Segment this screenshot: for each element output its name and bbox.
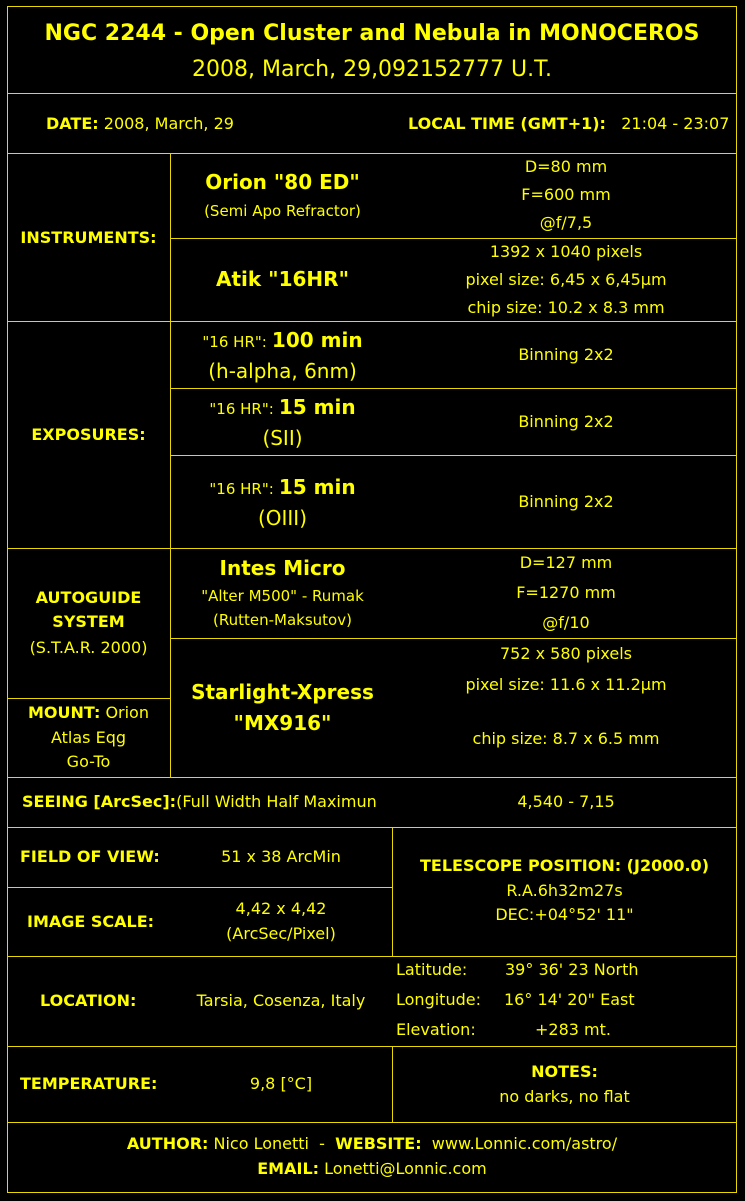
exposure-duration: 15 min [278, 475, 356, 499]
seeing-label: SEEING [ArcSec]: [22, 792, 177, 811]
guide-scope-type: (Rutten-Maksutov) [213, 611, 352, 629]
local-time-value: 21:04 - 23:07 [621, 114, 730, 133]
latitude-label: Latitude: [396, 960, 468, 979]
seeing-value: 4,540 - 7,15 [517, 792, 615, 811]
fov-label: FIELD OF VIEW: [20, 847, 160, 866]
footer-author-line: AUTHOR: Nico Lonetti - WEBSITE: www.Lonnic.com/astro/ [126, 1134, 618, 1153]
telescope-spec: D=80 mm [524, 157, 608, 176]
elevation-label: Elevation: [396, 1020, 476, 1039]
divider [170, 238, 737, 239]
guide-camera-spec: 752 x 580 pixels [499, 644, 632, 663]
elevation-value: +283 mt. [535, 1020, 611, 1039]
guide-scope-spec: @f/10 [542, 613, 590, 632]
divider [7, 1046, 737, 1047]
mount-row [7, 703, 170, 722]
autoguide-label: AUTOGUIDE [35, 588, 142, 607]
divider [7, 777, 737, 778]
exposure-item [170, 328, 395, 352]
guide-scope-spec: F=1270 mm [516, 583, 616, 602]
instruments-label: INSTRUMENTS: [20, 228, 157, 247]
guide-camera-spec: chip size: 8.7 x 6.5 mm [472, 729, 660, 748]
author-label: AUTHOR: [126, 1134, 209, 1153]
website-link[interactable]: www.Lonnic.com/astro/ [431, 1134, 618, 1153]
telescope-position-dec: DEC:+04°52' 11" [495, 905, 634, 924]
mount-value: Orion [105, 703, 149, 722]
image-scale-value: (ArcSec/Pixel) [226, 924, 336, 943]
notes-value: no darks, no flat [499, 1087, 630, 1106]
exposures-label: EXPOSURES: [31, 425, 146, 444]
footer-email-line [7, 1159, 737, 1178]
divider [7, 321, 737, 322]
exposure-filter: (SII) [262, 426, 303, 450]
telescope-spec: F=600 mm [521, 185, 611, 204]
guide-scope-model: "Alter M500" - Rumak [201, 587, 364, 605]
local-time-label: LOCAL TIME (GMT+1): [408, 114, 606, 133]
camera-name: Atik "16HR" [216, 267, 349, 291]
exposure-binning: Binning 2x2 [518, 345, 614, 364]
date-row [46, 114, 234, 133]
mount-value: Atlas Eqg [50, 728, 127, 747]
autoguide-label: SYSTEM [52, 612, 125, 631]
guide-scope-name: Intes Micro [219, 556, 346, 580]
exposure-binning: Binning 2x2 [518, 412, 614, 431]
exposure-camera: "16 HR": [202, 333, 267, 351]
exposure-filter: (OIII) [257, 506, 308, 530]
location-label: LOCATION: [40, 991, 137, 1010]
image-scale-label: IMAGE SCALE: [27, 912, 155, 931]
divider [7, 548, 737, 549]
guide-camera-name: Starlight-Xpress [191, 680, 374, 704]
website-label: WEBSITE: [335, 1134, 422, 1153]
fov-value: 51 x 38 ArcMin [221, 847, 341, 866]
divider [170, 455, 737, 456]
seeing-description: (Full Width Half Maximun [176, 792, 377, 811]
divider [7, 887, 392, 888]
email-label: EMAIL: [257, 1159, 320, 1178]
telescope-type: (Semi Apo Refractor) [204, 202, 361, 220]
page-title: NGC 2244 - Open Cluster and Nebula in MONOCEROS [44, 21, 700, 46]
telescope-name: Orion "80 ED" [205, 170, 360, 194]
telescope-position-label: TELESCOPE POSITION: (J2000.0) [419, 856, 709, 875]
email-link[interactable]: Lonetti@Lonnic.com [324, 1159, 487, 1178]
camera-spec: pixel size: 6,45 x 6,45μm [465, 270, 667, 289]
camera-spec: chip size: 10.2 x 8.3 mm [467, 298, 665, 317]
author-name: Nico Lonetti [213, 1134, 309, 1153]
longitude-value: 16° 14' 20" East [504, 990, 635, 1009]
notes-label: NOTES: [531, 1062, 598, 1081]
divider [7, 1122, 737, 1123]
exposure-duration: 15 min [278, 395, 356, 419]
mount-label: MOUNT: [28, 703, 101, 722]
exposure-camera: "16 HR": [209, 400, 274, 418]
image-scale-value: 4,42 x 4,42 [235, 899, 327, 918]
camera-spec: 1392 x 1040 pixels [489, 242, 643, 261]
divider [7, 827, 737, 828]
exposure-item [170, 395, 395, 419]
divider [7, 956, 737, 957]
guide-scope-spec: D=127 mm [519, 553, 613, 572]
telescope-spec: @f/7,5 [539, 213, 593, 232]
guide-camera-spec: pixel size: 11.6 x 11.2μm [465, 675, 667, 694]
exposure-filter: (h-alpha, 6nm) [208, 359, 357, 383]
local-time-row [408, 114, 729, 133]
exposure-item [170, 475, 395, 499]
divider [170, 388, 737, 389]
exposure-binning: Binning 2x2 [518, 492, 614, 511]
page-subtitle: 2008, March, 29,092152777 U.T. [192, 57, 552, 82]
mount-value: Go-To [66, 752, 111, 771]
divider [7, 93, 737, 94]
temperature-value: 9,8 [°C] [249, 1074, 313, 1093]
exposure-duration: 100 min [271, 328, 363, 352]
divider [392, 1046, 393, 1122]
divider [7, 153, 737, 154]
temperature-label: TEMPERATURE: [20, 1074, 158, 1093]
date-value: 2008, March, 29 [103, 114, 234, 133]
divider [7, 698, 170, 699]
location-value: Tarsia, Cosenza, Italy [196, 991, 366, 1010]
seeing-row [22, 792, 377, 811]
divider [170, 638, 737, 639]
date-label: DATE: [46, 114, 99, 133]
latitude-value: 39° 36' 23 North [505, 960, 639, 979]
telescope-position-ra: R.A.6h32m27s [506, 881, 623, 900]
guide-camera-name: "MX916" [233, 711, 332, 735]
autoguide-label: (S.T.A.R. 2000) [29, 638, 148, 657]
exposure-camera: "16 HR": [209, 480, 274, 498]
longitude-label: Longitude: [396, 990, 481, 1009]
